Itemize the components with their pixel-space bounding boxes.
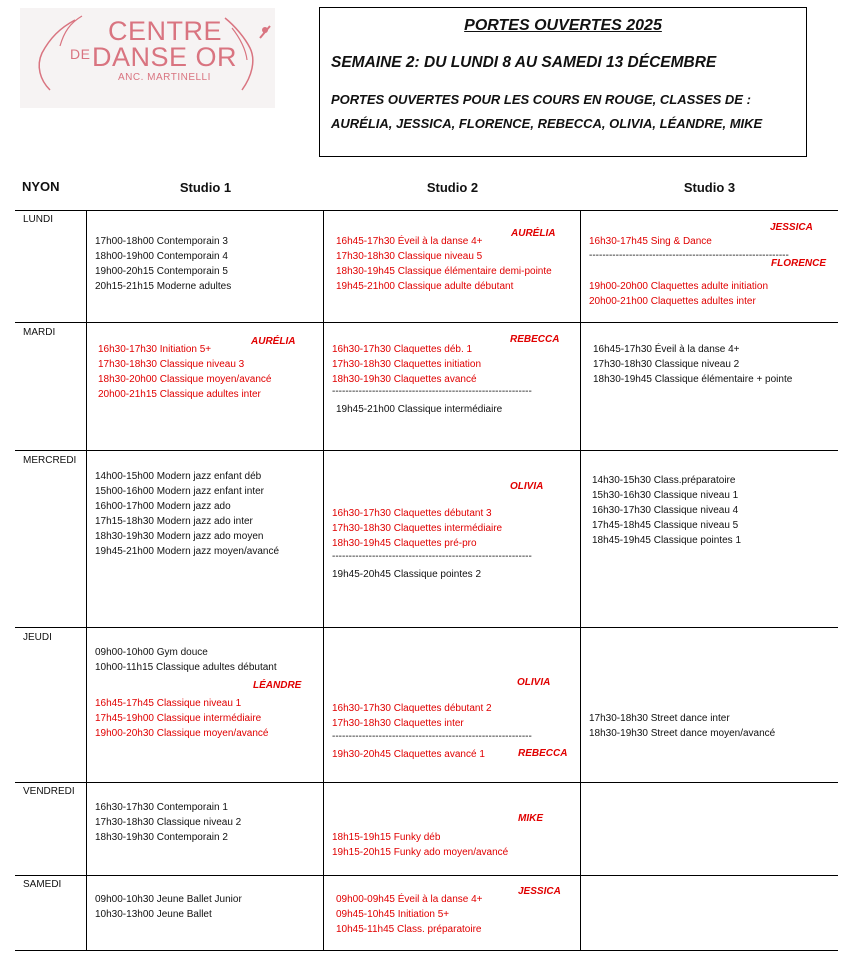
lundi-studio2 (336, 234, 552, 294)
header-note1: PORTES OUVERTES POUR LES COURS EN ROUGE, CLASSES DE : (331, 92, 751, 107)
class-entry: 20h00-21h15 Classique adultes inter (98, 389, 261, 400)
class-entry: 17h30-18h30 Classique niveau 3 (98, 359, 245, 370)
mercredi-studio3 (592, 473, 741, 548)
vendredi-studio1 (95, 800, 241, 845)
lundi-studio3-b (589, 279, 768, 309)
class-entry: 17h00-18h00 Contemporain 3 (95, 236, 228, 247)
class-entry: 16h30-17h30 Classique niveau 4 (592, 505, 739, 516)
class-entry: 14h00-15h00 Modern jazz enfant déb (95, 471, 262, 482)
class-entry: 19h00-20h15 Contemporain 5 (95, 266, 228, 277)
grid-line (15, 322, 838, 323)
grid-line (15, 875, 838, 876)
studio-2-header: Studio 2 (426, 180, 479, 195)
teacher-label: FLORENCE (771, 258, 826, 269)
class-entry: 20h00-21h00 Claquettes adultes inter (589, 296, 756, 307)
samedi-studio1 (95, 892, 242, 922)
class-entry: 18h15-19h15 Funky déb (332, 832, 441, 843)
class-entry: 19h45-20h45 Classique pointes 2 (332, 569, 481, 580)
class-entry: 18h00-19h00 Contemporain 4 (95, 251, 228, 262)
class-entry: 14h30-15h30 Class.préparatoire (592, 475, 736, 486)
teacher-label: REBECCA (510, 334, 560, 345)
teacher-label: AURÉLIA (251, 336, 296, 347)
grid-line (580, 210, 581, 951)
teacher-label: OLIVIA (510, 481, 544, 492)
mercredi-studio1 (95, 469, 279, 559)
logo-line1: CENTRE (108, 16, 223, 46)
logo-line2a: DE (70, 46, 91, 62)
grid-line (323, 210, 324, 951)
class-entry: 17h30-18h30 Claquettes intermédiaire (332, 523, 503, 534)
jeudi-studio2-b (332, 747, 485, 762)
samedi-studio2 (336, 892, 483, 937)
class-entry: 18h30-19h30 Street dance moyen/avancé (589, 728, 776, 739)
class-entry: 16h45-17h45 Classique niveau 1 (95, 698, 242, 709)
class-entry: 15h30-16h30 Classique niveau 1 (592, 490, 739, 501)
separator: ------------------------------------------------------------ (332, 551, 532, 562)
class-entry: 17h45-18h45 Classique niveau 5 (592, 520, 739, 531)
class-entry: 18h30-19h45 Claquettes pré-pro (332, 538, 477, 549)
separator: ------------------------------------------------------------ (332, 731, 532, 742)
class-entry: 15h00-16h00 Modern jazz enfant inter (95, 486, 265, 497)
mardi-studio3 (593, 342, 792, 387)
mardi-studio1 (98, 342, 271, 402)
day-vendredi: VENDREDI (23, 786, 75, 797)
day-lundi: LUNDI (23, 214, 54, 225)
class-entry: 17h30-18h30 Classique niveau 5 (336, 251, 483, 262)
teacher-label: LÉANDRE (253, 680, 302, 691)
class-entry: 18h30-20h00 Classique moyen/avancé (98, 374, 272, 385)
grid-line (15, 627, 838, 628)
class-entry: 16h30-17h30 Claquettes déb. 1 (332, 344, 473, 355)
class-entry: 17h45-19h00 Classique intermédiaire (95, 713, 262, 724)
day-mercredi: MERCREDI (23, 455, 77, 466)
class-entry: 10h45-11h45 Class. préparatoire (336, 924, 482, 935)
separator: ------------------------------------------------------------ (332, 386, 532, 397)
class-entry: 09h45-10h45 Initiation 5+ (336, 909, 450, 920)
grid-line (15, 450, 838, 451)
lundi-studio3-a (589, 234, 712, 249)
jeudi-studio3 (589, 711, 775, 741)
class-entry: 18h30-19h30 Claquettes avancé (332, 374, 477, 385)
class-entry: 19h45-21h00 Classique intermédiaire (336, 404, 503, 415)
class-entry: 19h45-21h00 Classique adulte débutant (336, 281, 514, 292)
mercredi-studio2 (332, 506, 502, 551)
class-entry: 17h15-18h30 Modern jazz ado inter (95, 516, 253, 527)
mardi-studio2-b (336, 402, 502, 417)
separator: ------------------------------------------------------------ (589, 250, 789, 261)
class-entry: 16h30-17h30 Claquettes débutant 3 (332, 508, 492, 519)
grid-line (15, 210, 838, 211)
jeudi-studio2 (332, 701, 492, 731)
teacher-label: JESSICA (770, 222, 813, 233)
jeudi-studio1-b (95, 696, 268, 741)
header-box (319, 7, 807, 157)
class-entry: 09h00-10h30 Jeune Ballet Junior (95, 894, 242, 905)
class-entry: 19h00-20h30 Classique moyen/avancé (95, 728, 269, 739)
header-title: PORTES OUVERTES 2025 (464, 17, 662, 34)
logo-line3: ANC. MARTINELLI (118, 72, 211, 83)
mercredi-studio2-b (332, 567, 481, 582)
class-entry: 10h00-11h15 Classique adultes débutant (95, 662, 277, 673)
class-entry: 10h30-13h00 Jeune Ballet (95, 909, 212, 920)
class-entry: 16h30-17h30 Contemporain 1 (95, 802, 228, 813)
class-entry: 16h30-17h45 Sing & Dance (589, 236, 712, 247)
class-entry: 18h30-19h30 Contemporain 2 (95, 832, 228, 843)
studio-1-header: Studio 1 (179, 180, 232, 195)
class-entry: 18h30-19h45 Classique élémentaire demi-pointe (336, 266, 552, 277)
class-entry: 19h45-21h00 Modern jazz moyen/avancé (95, 546, 280, 557)
class-entry: 16h30-17h30 Initiation 5+ (98, 344, 212, 355)
day-mardi: MARDI (23, 327, 56, 338)
class-entry: 16h00-17h00 Modern jazz ado (95, 501, 231, 512)
logo (20, 8, 275, 108)
class-entry: 09h00-09h45 Éveil à la danse 4+ (336, 894, 483, 905)
class-entry: 18h30-19h45 Classique élémentaire + pointe (593, 374, 793, 385)
mardi-studio2 (332, 342, 481, 387)
day-jeudi: JEUDI (23, 632, 52, 643)
class-entry: 16h30-17h30 Claquettes débutant 2 (332, 703, 492, 714)
class-entry: 16h45-17h30 Éveil à la danse 4+ (336, 236, 483, 247)
class-entry: 18h30-19h30 Modern jazz ado moyen (95, 531, 264, 542)
teacher-label: REBECCA (518, 748, 568, 759)
class-entry: 17h30-18h30 Classique niveau 2 (593, 359, 740, 370)
class-entry: 17h30-18h30 Claquettes inter (332, 718, 464, 729)
day-samedi: SAMEDI (23, 879, 62, 890)
class-entry: 20h15-21h15 Moderne adultes (95, 281, 232, 292)
teacher-label: MIKE (518, 813, 543, 824)
vendredi-studio2 (332, 830, 508, 860)
class-entry: 19h15-20h15 Funky ado moyen/avancé (332, 847, 509, 858)
class-entry: 19h30-20h45 Claquettes avancé 1 (332, 749, 485, 760)
class-entry: 17h30-18h30 Classique niveau 2 (95, 817, 242, 828)
location-label: NYON (22, 179, 60, 194)
grid-line (86, 210, 87, 951)
jeudi-studio1-a (95, 645, 277, 675)
class-entry: 16h45-17h30 Éveil à la danse 4+ (593, 344, 740, 355)
header-week: SEMAINE 2: DU LUNDI 8 AU SAMEDI 13 DÉCEMBRE (331, 54, 717, 71)
teacher-label: JESSICA (518, 886, 561, 897)
header-note2: AURÉLIA, JESSICA, FLORENCE, REBECCA, OLIVIA, LÉANDRE, MIKE (331, 116, 763, 131)
class-entry: 17h30-18h30 Claquettes initiation (332, 359, 481, 370)
grid-line (15, 782, 838, 783)
studio-3-header: Studio 3 (683, 180, 736, 195)
class-entry: 09h00-10h00 Gym douce (95, 647, 208, 658)
grid-line (15, 950, 838, 951)
class-entry: 17h30-18h30 Street dance inter (589, 713, 730, 724)
teacher-label: OLIVIA (517, 677, 551, 688)
class-entry: 18h45-19h45 Classique pointes 1 (592, 535, 741, 546)
teacher-label: AURÉLIA (511, 228, 556, 239)
logo-line2b: DANSE OR (92, 42, 238, 72)
class-entry: 19h00-20h00 Claquettes adulte initiation (589, 281, 769, 292)
lundi-studio1 (95, 234, 231, 294)
